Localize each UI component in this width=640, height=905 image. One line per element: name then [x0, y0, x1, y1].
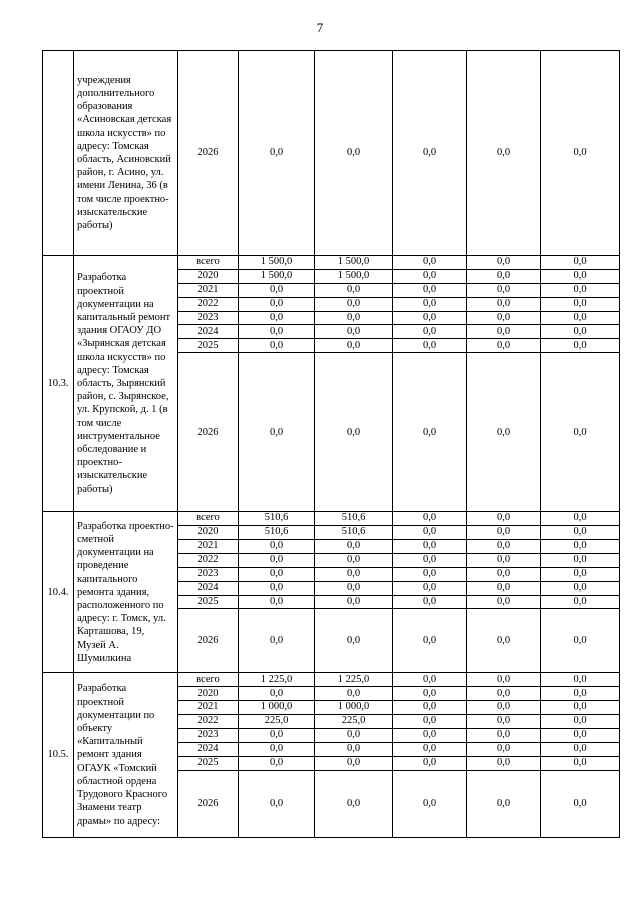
value-regional: 0,0 [315, 283, 393, 297]
value-local: 0,0 [467, 673, 541, 687]
value-local: 0,0 [467, 729, 541, 743]
year-cell: 2021 [178, 283, 239, 297]
value-federal: 0,0 [393, 742, 467, 756]
year-cell: 2022 [178, 553, 239, 567]
value-total: 1 000,0 [239, 701, 315, 715]
value-other: 0,0 [541, 581, 620, 595]
value-other: 0,0 [541, 701, 620, 715]
value-federal: 0,0 [393, 311, 467, 325]
value-local: 0,0 [467, 701, 541, 715]
value-local: 0,0 [467, 269, 541, 283]
value-regional: 0,0 [315, 756, 393, 770]
value-other: 0,0 [541, 51, 620, 256]
value-total: 0,0 [239, 567, 315, 581]
value-local: 0,0 [467, 609, 541, 673]
year-cell: всего [178, 512, 239, 526]
value-local: 0,0 [467, 512, 541, 526]
value-local: 0,0 [467, 770, 541, 837]
value-federal: 0,0 [393, 339, 467, 353]
value-other: 0,0 [541, 715, 620, 729]
year-cell: 2021 [178, 540, 239, 554]
value-local: 0,0 [467, 51, 541, 256]
value-total: 0,0 [239, 325, 315, 339]
year-cell: всего [178, 673, 239, 687]
value-regional: 0,0 [315, 325, 393, 339]
value-local: 0,0 [467, 742, 541, 756]
value-total: 0,0 [239, 297, 315, 311]
value-regional: 0,0 [315, 609, 393, 673]
value-federal: 0,0 [393, 729, 467, 743]
value-total: 0,0 [239, 595, 315, 609]
year-cell: 2025 [178, 756, 239, 770]
year-cell: 2024 [178, 581, 239, 595]
value-other: 0,0 [541, 297, 620, 311]
value-regional: 0,0 [315, 687, 393, 701]
value-local: 0,0 [467, 353, 541, 512]
year-cell: 2020 [178, 526, 239, 540]
item-description: Разработка проектной документации на капитальный ремонт здания ОГАОУ ДО «Зырянская детская школа искусств» по адресу: Томская область, Зырянский район, с. Зырянское, ул. Крупской, д. 1 (в том числе инструментальное обследование и проектно-изыскательские работы) [74, 256, 178, 512]
item-description: учреждения дополнительного образования «Асиновская детская школа искусств» по адресу: Томская область, Асиновский район, г. Асино, ул. имени Ленина, 36 (в том числе проектно-изыскательские работы) [74, 51, 178, 256]
value-total: 0,0 [239, 729, 315, 743]
value-federal: 0,0 [393, 673, 467, 687]
value-other: 0,0 [541, 269, 620, 283]
value-regional: 0,0 [315, 297, 393, 311]
value-regional: 0,0 [315, 567, 393, 581]
value-local: 0,0 [467, 595, 541, 609]
item-number: 10.5. [43, 673, 74, 837]
value-federal: 0,0 [393, 540, 467, 554]
value-total: 0,0 [239, 742, 315, 756]
year-cell: 2023 [178, 567, 239, 581]
value-federal: 0,0 [393, 353, 467, 512]
value-regional: 0,0 [315, 311, 393, 325]
value-other: 0,0 [541, 283, 620, 297]
table-row [43, 512, 620, 526]
value-total: 0,0 [239, 353, 315, 512]
value-other: 0,0 [541, 526, 620, 540]
year-cell: 2022 [178, 715, 239, 729]
table-row [43, 673, 620, 687]
value-federal: 0,0 [393, 283, 467, 297]
value-total: 0,0 [239, 540, 315, 554]
value-other: 0,0 [541, 256, 620, 270]
value-total: 0,0 [239, 581, 315, 595]
value-total: 0,0 [239, 687, 315, 701]
value-other: 0,0 [541, 595, 620, 609]
table-row [43, 51, 620, 256]
value-total: 0,0 [239, 339, 315, 353]
value-federal: 0,0 [393, 595, 467, 609]
value-total: 0,0 [239, 311, 315, 325]
value-local: 0,0 [467, 283, 541, 297]
value-total: 0,0 [239, 609, 315, 673]
value-other: 0,0 [541, 673, 620, 687]
value-local: 0,0 [467, 256, 541, 270]
year-cell: 2020 [178, 687, 239, 701]
year-cell: 2026 [178, 51, 239, 256]
value-regional: 0,0 [315, 339, 393, 353]
value-regional: 1 500,0 [315, 256, 393, 270]
year-cell: 2026 [178, 353, 239, 512]
value-local: 0,0 [467, 715, 541, 729]
year-cell: 2023 [178, 729, 239, 743]
table-row [43, 256, 620, 270]
value-local: 0,0 [467, 553, 541, 567]
value-local: 0,0 [467, 526, 541, 540]
value-total: 0,0 [239, 756, 315, 770]
value-other: 0,0 [541, 553, 620, 567]
value-regional: 1 500,0 [315, 269, 393, 283]
value-other: 0,0 [541, 353, 620, 512]
value-total: 225,0 [239, 715, 315, 729]
value-other: 0,0 [541, 770, 620, 837]
value-regional: 0,0 [315, 553, 393, 567]
value-regional: 0,0 [315, 581, 393, 595]
year-cell: всего [178, 256, 239, 270]
value-total: 510,6 [239, 512, 315, 526]
value-local: 0,0 [467, 540, 541, 554]
value-other: 0,0 [541, 325, 620, 339]
value-federal: 0,0 [393, 756, 467, 770]
value-federal: 0,0 [393, 567, 467, 581]
table-body [43, 51, 620, 838]
value-total: 510,6 [239, 526, 315, 540]
value-other: 0,0 [541, 567, 620, 581]
item-number: 10.3. [43, 256, 74, 512]
value-total: 1 500,0 [239, 256, 315, 270]
value-federal: 0,0 [393, 687, 467, 701]
value-federal: 0,0 [393, 609, 467, 673]
value-local: 0,0 [467, 581, 541, 595]
value-federal: 0,0 [393, 269, 467, 283]
value-regional: 0,0 [315, 51, 393, 256]
value-regional: 0,0 [315, 353, 393, 512]
value-local: 0,0 [467, 339, 541, 353]
value-local: 0,0 [467, 311, 541, 325]
value-regional: 0,0 [315, 595, 393, 609]
value-other: 0,0 [541, 609, 620, 673]
value-total: 0,0 [239, 51, 315, 256]
value-other: 0,0 [541, 540, 620, 554]
value-local: 0,0 [467, 297, 541, 311]
value-other: 0,0 [541, 512, 620, 526]
value-federal: 0,0 [393, 701, 467, 715]
value-regional: 0,0 [315, 742, 393, 756]
value-regional: 1 000,0 [315, 701, 393, 715]
budget-table [42, 50, 620, 838]
value-total: 0,0 [239, 283, 315, 297]
value-other: 0,0 [541, 742, 620, 756]
value-local: 0,0 [467, 567, 541, 581]
value-local: 0,0 [467, 756, 541, 770]
value-federal: 0,0 [393, 325, 467, 339]
year-cell: 2024 [178, 742, 239, 756]
value-federal: 0,0 [393, 770, 467, 837]
value-regional: 1 225,0 [315, 673, 393, 687]
year-cell: 2025 [178, 595, 239, 609]
year-cell: 2026 [178, 609, 239, 673]
value-other: 0,0 [541, 311, 620, 325]
year-cell: 2024 [178, 325, 239, 339]
value-total: 0,0 [239, 770, 315, 837]
value-federal: 0,0 [393, 512, 467, 526]
year-cell: 2026 [178, 770, 239, 837]
value-federal: 0,0 [393, 526, 467, 540]
year-cell: 2025 [178, 339, 239, 353]
value-federal: 0,0 [393, 256, 467, 270]
value-regional: 0,0 [315, 770, 393, 837]
year-cell: 2021 [178, 701, 239, 715]
item-number [43, 51, 74, 256]
item-number: 10.4. [43, 512, 74, 673]
value-regional: 225,0 [315, 715, 393, 729]
year-cell: 2022 [178, 297, 239, 311]
year-cell: 2020 [178, 269, 239, 283]
value-total: 1 225,0 [239, 673, 315, 687]
value-federal: 0,0 [393, 553, 467, 567]
value-federal: 0,0 [393, 715, 467, 729]
year-cell: 2023 [178, 311, 239, 325]
value-other: 0,0 [541, 339, 620, 353]
value-federal: 0,0 [393, 51, 467, 256]
value-local: 0,0 [467, 687, 541, 701]
item-description: Разработка проектно-сметной документации на проведение капитального ремонта здания, расположенного по адресу: г. Томск, ул. Карташова, 19, Музей А. Шумилкина [74, 512, 178, 673]
value-regional: 510,6 [315, 512, 393, 526]
value-local: 0,0 [467, 325, 541, 339]
value-regional: 0,0 [315, 729, 393, 743]
value-regional: 510,6 [315, 526, 393, 540]
value-total: 1 500,0 [239, 269, 315, 283]
value-total: 0,0 [239, 553, 315, 567]
value-federal: 0,0 [393, 297, 467, 311]
value-regional: 0,0 [315, 540, 393, 554]
value-federal: 0,0 [393, 581, 467, 595]
page-number: 7 [316, 20, 324, 35]
value-other: 0,0 [541, 729, 620, 743]
item-description: Разработка проектной документации по объекту «Капитальный ремонт здания ОГАУК «Томский областной ордена Трудового Красного Знамени театр драмы» по адресу: [74, 673, 178, 837]
value-other: 0,0 [541, 756, 620, 770]
value-other: 0,0 [541, 687, 620, 701]
